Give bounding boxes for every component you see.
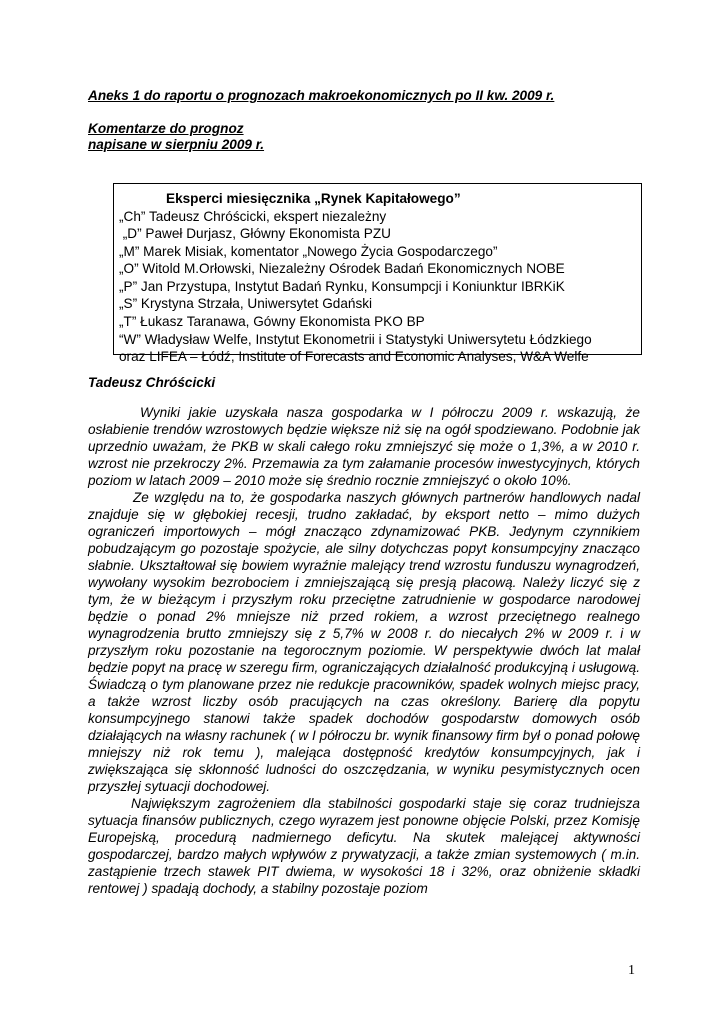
paragraph-3: Największym zagrożeniem dla stabilności gospodarki staje się coraz trudniejsza sytuacja finansów publicznych, czego wyrazem jest ponowne objęcie Polski, przez Komisję Europejską, procedurą nadmiernego deficytu. Na skutek malejącej aktywności gospodarczej, bardzo małych wpływów z prywatyzacji, a także zmian systemowych ( m.in. zastąpienie trzech stawek PIT dwiema, w wysokości 18 i 32%, oraz obniżenie składki rentowej ) spadają dochody, a stabilny pozostaje poziom bbox=[88, 796, 640, 897]
expert-item: „Ch” Tadeusz Chróścicki, ekspert niezależny bbox=[119, 208, 387, 224]
commentary-body bbox=[88, 404, 640, 897]
expert-item: oraz LIFEA – Łódź, Institute of Forecasts and Economic Analyses, W&A Welfe bbox=[119, 349, 589, 365]
expert-item: „O” Witold M.Orłowski, Niezależny Ośrodek Badań Ekonomicznych NOBE bbox=[119, 261, 565, 277]
expert-item: „P” Jan Przystupa, Instytut Badań Rynku, Konsumpcji i Koniunktur IBRKiK bbox=[119, 278, 565, 294]
expert-item: „S” Krystyna Strzała, Uniwersytet Gdański bbox=[119, 296, 373, 312]
experts-list bbox=[119, 208, 641, 366]
comments-heading-line2: napisane w sierpniu 2009 r. bbox=[88, 137, 265, 152]
paragraph-1: Wyniki jakie uzyskała nasza gospodarka w I półroczu 2009 r. wskazują, że osłabienie trendów wzrostowych będzie większe niż się na ogół spodziewano. Podobnie jak uprzednio uważam, że PKB w skali całego roku zmniejszyć się może o 1,3%, a w 2010 r. wzrost nie przekroczy 2%. Przemawia za tym załamanie procesów inwestycyjnych, których poziom w latach 2009 – 2010 może się średnio rocznie zmniejszyć o około 10%. bbox=[88, 405, 640, 489]
expert-item: „T” Łukasz Taranawa, Gówny Ekonomista PKO BP bbox=[119, 314, 425, 330]
experts-box-title: Eksperci miesięcznika „Rynek Kapitałowego” bbox=[166, 191, 461, 206]
comments-heading-line1: Komentarze do prognoz bbox=[88, 121, 244, 136]
expert-item: „M” Marek Misiak, komentator „Nowego Życia Gospodarczego” bbox=[119, 243, 498, 259]
expert-item: “W” Władysław Welfe, Instytut Ekonometrii i Statystyki Uniwersytetu Łódzkiego bbox=[119, 331, 592, 347]
page-number: 1 bbox=[628, 963, 635, 978]
expert-item: „D” Paweł Durjasz, Główny Ekonomista PZU bbox=[119, 226, 391, 242]
paragraph-2: Ze względu na to, że gospodarka naszych głównych partnerów handlowych nadal znajduje się w głębokiej recesji, trudno zakładać, by eksport netto – mimo dużych ograniczeń importowych – mógł znacząco zdynamizować PKB. Jedynym czynnikiem pobudzającym go pozostaje spożycie, ale silny dotychczas popyt konsumpcyjny znacząco słabnie. Ukształtował się bowiem wyraźnie malejący trend wzrostu funduszu wynagrodzeń, wywołany wysokim bezrobociem i zmniejszającą się presją płacową. Należy liczyć się z tym, że w bieżącym i przyszłym roku przeciętne zatrudnienie w gospodarce narodowej będzie o ponad 2% mniejsze niż przed rokiem, a wzrost przeciętnego realnego wynagrodzenia brutto zmniejszy się z 5,7% w 2008 r. do niecałych 2% w 2009 r. i w przyszłym roku pozostanie na tegorocznym poziomie. W perspektywie dwóch lat malał będzie popyt na pracę w szeregu firm, ograniczających działalność produkcyjną i usługową. Świadczą o tym planowane przez nie redukcje pracowników, spadek wolnych miejsc pracy, a także wzrost liczby osób pracujących na czas określony. Barierę dla popytu konsumpcyjnego stanowi także spadek dochodów gospodarstw domowych osób działających na własny rachunek ( w I półroczu br. wynik finansowy firm był o ponad połowę mniejszy niż rok temu ), malejąca dostępność kredytów konsumpcyjnych, jak i zwiększająca się skłonność ludności do oszczędzania, w wyniku pesymistycznych ocen przyszłej sytuacji dochodowej. bbox=[88, 490, 640, 795]
annex-title: Aneks 1 do raportu o prognozach makroekonomicznych po II kw. 2009 r. bbox=[88, 88, 555, 103]
section-author: Tadeusz Chróścicki bbox=[88, 375, 216, 390]
experts-box bbox=[113, 183, 642, 365]
